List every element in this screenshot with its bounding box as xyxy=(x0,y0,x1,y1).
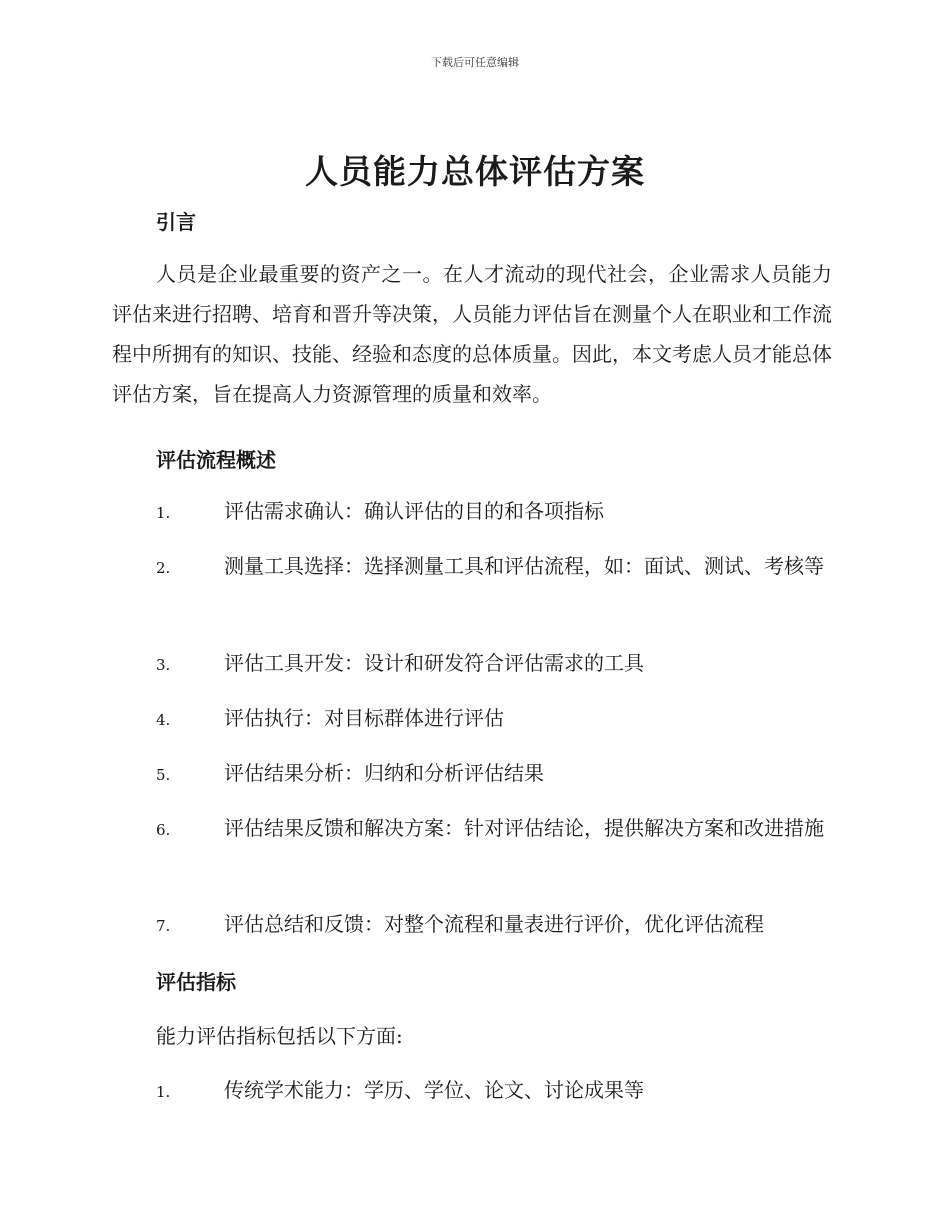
list-number: 1. xyxy=(156,504,171,522)
list-text: 测量工具选择：选择测量工具和评估流程，如：面试、测试、考核等 xyxy=(224,554,824,578)
intro-paragraph: 人员是企业最重要的资产之一。在人才流动的现代社会，企业需求人员能力评估来进行招聘、培育和晋升等决策，人员能力评估旨在测量个人在职业和工作流程中所拥有的知识、技能、经验和态度的总体质量。因此，本文考虑人员才能总体评估方案，旨在提高人力资源管理的质量和效率。 xyxy=(112,262,832,406)
list-item xyxy=(112,904,832,947)
list-item xyxy=(112,698,832,741)
list-text: 传统学术能力：学历、学位、论文、讨论成果等 xyxy=(224,1078,644,1102)
list-item xyxy=(112,1070,832,1113)
list-text: 评估总结和反馈：对整个流程和量表进行评价，优化评估流程 xyxy=(224,912,764,936)
list-number: 4. xyxy=(156,711,171,729)
list-number: 6. xyxy=(156,821,171,839)
list-number: 1. xyxy=(156,1083,171,1101)
list-number: 7. xyxy=(156,917,171,935)
list-item xyxy=(112,643,832,686)
list-text: 评估结果分析：归纳和分析评估结果 xyxy=(224,761,544,785)
list-text: 评估工具开发：设计和研发符合评估需求的工具 xyxy=(224,651,644,675)
list-item xyxy=(112,546,832,589)
header-note: 下载后可任意编辑 xyxy=(431,56,519,69)
list-item xyxy=(112,808,832,851)
list-text: 评估需求确认：确认评估的目的和各项指标 xyxy=(224,499,604,523)
indicator-intro: 能力评估指标包括以下方面: xyxy=(156,1024,403,1048)
document-title: 人员能力总体评估方案 xyxy=(305,152,645,191)
list-item xyxy=(112,491,832,534)
section-heading-indicators: 评估指标 xyxy=(156,970,236,994)
list-text: 评估执行：对目标群体进行评估 xyxy=(224,706,504,730)
section-heading-intro: 引言 xyxy=(156,210,196,234)
list-number: 5. xyxy=(156,766,171,784)
list-text: 评估结果反馈和解决方案：针对评估结论，提供解决方案和改进措施 xyxy=(224,816,824,840)
list-number: 2. xyxy=(156,559,171,577)
section-heading-process: 评估流程概述 xyxy=(156,448,276,472)
list-item xyxy=(112,753,832,796)
list-number: 3. xyxy=(156,656,171,674)
